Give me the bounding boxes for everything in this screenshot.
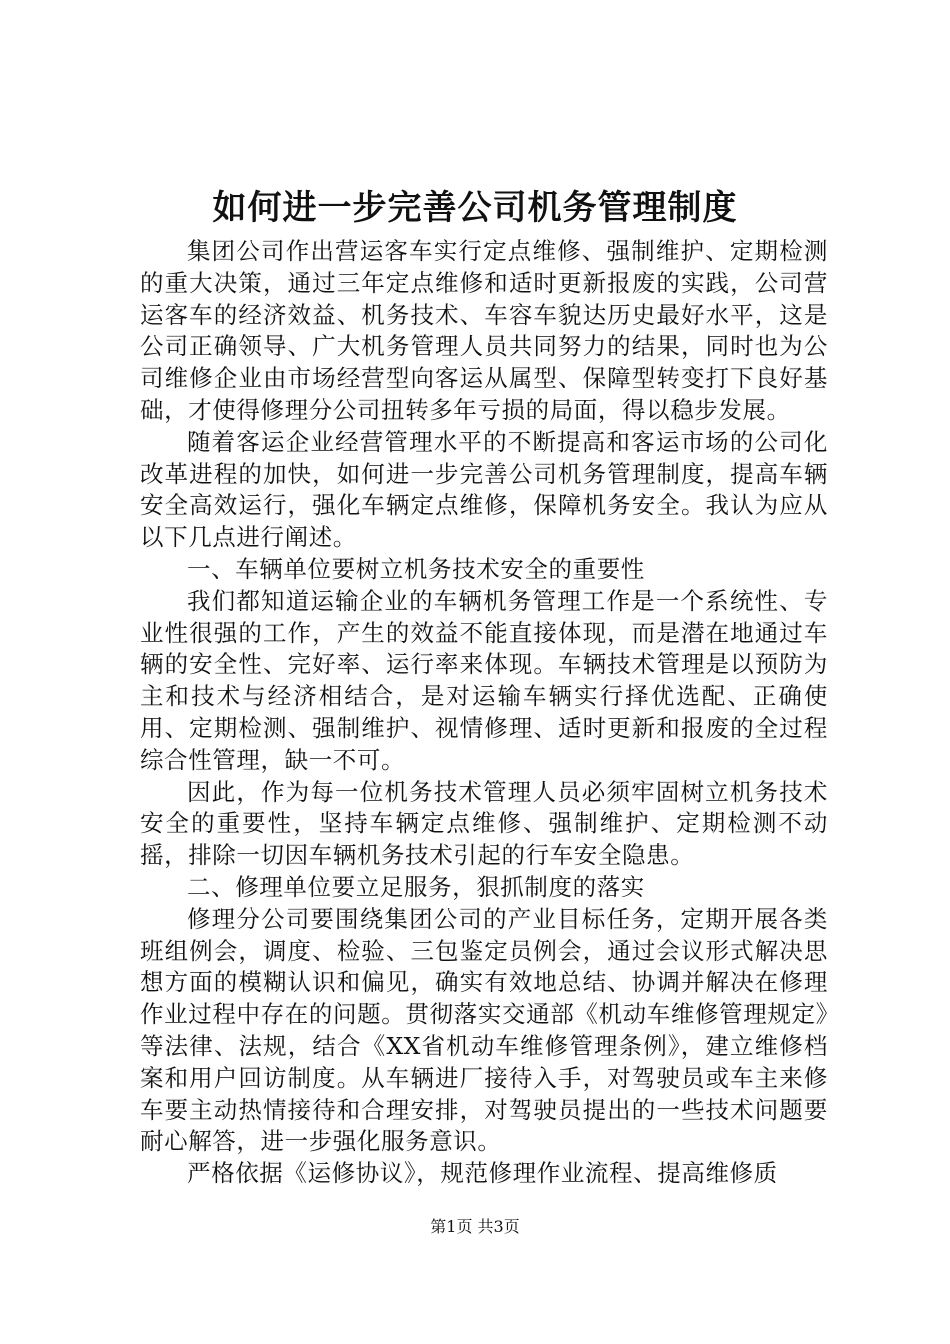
- document-body: [140, 236, 828, 1190]
- paragraph-section-1a: 我们都知道运输企业的车辆机务管理工作是一个系统性、专业性很强的工作，产生的效益不能直接体现，而是潜在地通过车辆的安全性、完好率、运行率来体现。车辆技术管理是以预防为主和技术与经济相结合，是对运输车辆实行择优选配、正确使用、定期检测、强制维护、视情修理、适时更新和报废的全过程综合性管理，缺一不可。: [140, 586, 828, 774]
- paragraph-context: 随着客运企业经营管理水平的不断提高和客运市场的公司化改革进程的加快，如何进一步完善公司机务管理制度，提高车辆安全高效运行，强化车辆定点维修，保障机务安全。我认为应从以下几点进行阐述。: [140, 427, 828, 552]
- section-heading-1: 一、车辆单位要树立机务技术安全的重要性: [187, 554, 645, 583]
- section-heading-2: 二、修理单位要立足服务，狠抓制度的落实: [187, 872, 645, 901]
- paragraph-section-1b: 因此，作为每一位机务技术管理人员必须牢固树立机务技术安全的重要性，坚持车辆定点维修、强制维护、定期检测不动摇，排除一切因车辆机务技术引起的行车安全隐患。: [140, 777, 828, 870]
- document-title: 如何进一步完善公司机务管理制度: [212, 188, 738, 228]
- paragraph-section-2b: 严格依据《运修协议》，规范修理作业流程、提高维修质: [187, 1159, 778, 1188]
- paragraph-intro: 集团公司作出营运客车实行定点维修、强制维护、定期检测的重大决策，通过三年定点维修和适时更新报废的实践，公司营运客车的经济效益、机务技术、车容车貌达历史最好水平，这是公司正确领导、广大机务管理人员共同努力的结果，同时也为公司维修企业由市场经营型向客运从属型、保障型转变打下良好基础，才使得修理分公司扭转多年亏损的局面，得以稳步发展。: [140, 237, 828, 424]
- paragraph-section-2a: 修理分公司要围绕集团公司的产业目标任务，定期开展各类班组例会，调度、检验、三包鉴定员例会，通过会议形式解决思想方面的模糊认识和偏见，确实有效地总结、协调并解决在修理作业过程中存在的问题。贯彻落实交通部《机动车维修管理规定》等法律、法规，结合《XX省机动车维修管理条例》，建立维修档案和用户回访制度。从车辆进厂接待入手，对驾驶员或车主来修车要主动热情接待和合理安排，对驾驶员提出的一些技术问题要耐心解答，进一步强化服务意识。: [140, 904, 828, 1156]
- page-number-footer: 第1页 共3页: [430, 1217, 520, 1236]
